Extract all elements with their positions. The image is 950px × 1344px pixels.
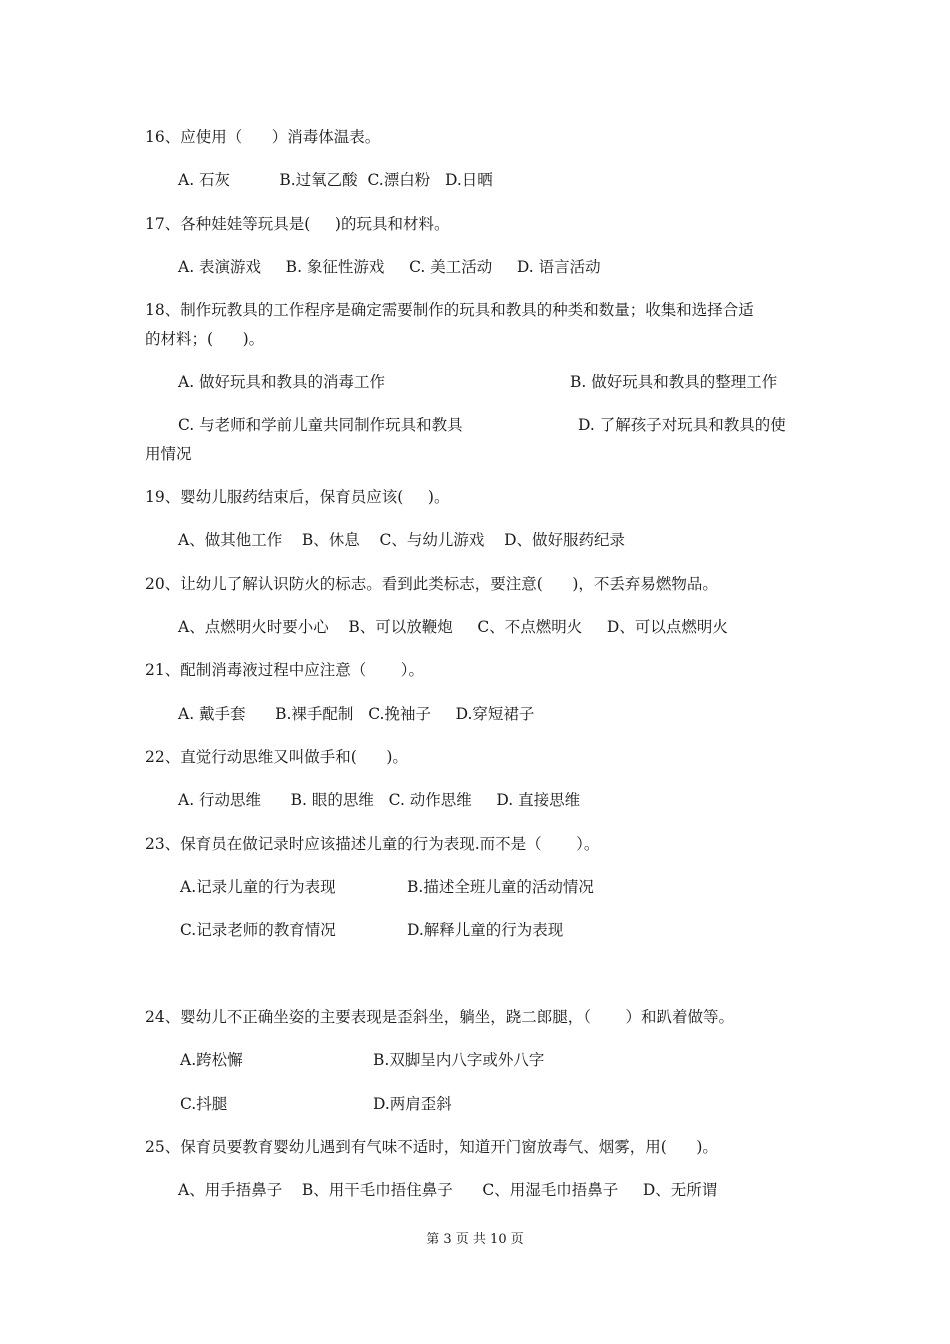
question-18-option-c: C. 与老师和学前儿童共同制作玩具和教具 bbox=[178, 416, 463, 434]
question-18-option-a: A. 做好玩具和教具的消毒工作 bbox=[178, 373, 386, 391]
question-24-option-b: B.双脚呈内八字或外八字 bbox=[373, 1051, 545, 1069]
question-23-option-a: A.记录儿童的行为表现 bbox=[180, 878, 336, 896]
question-24-option-a: A.跨松懈 bbox=[180, 1051, 243, 1069]
question-20-stem: 20、让幼儿了解认识防火的标志。看到此类标志，要注意( )，不丢弃易燃物品。 bbox=[145, 575, 718, 593]
question-18-option-d: D. 了解孩子对玩具和教具的使 bbox=[578, 416, 786, 434]
question-19-stem: 19、婴幼儿服药结束后，保育员应该( )。 bbox=[145, 488, 450, 506]
question-23-option-c: C.记录老师的教育情况 bbox=[180, 921, 336, 939]
question-17-options: A. 表演游戏 B. 象征性游戏 C. 美工活动 D. 语言活动 bbox=[178, 258, 601, 276]
question-18-stem: 18、制作玩教具的工作程序是确定需要制作的玩具和教具的种类和数量；收集和选择合适 bbox=[145, 301, 754, 319]
question-25-options: A、用手捂鼻子 B、用干毛巾捂住鼻子 C、用湿毛巾捂鼻子 D、无所谓 bbox=[178, 1181, 718, 1199]
question-25-stem: 25、保育员要教育婴幼儿遇到有气味不适时，知道开门窗放毒气、烟雾，用( )。 bbox=[145, 1138, 718, 1156]
question-23-option-d: D.解释儿童的行为表现 bbox=[407, 921, 564, 939]
question-24-stem: 24、婴幼儿不正确坐姿的主要表现是歪斜坐，躺坐，跷二郎腿，（ ）和趴着做等。 bbox=[145, 1008, 734, 1026]
question-18-option-d-continued: 用情况 bbox=[145, 445, 192, 463]
question-22-options: A. 行动思维 B. 眼的思维 C. 动作思维 D. 直接思维 bbox=[178, 791, 581, 809]
question-17-stem: 17、各种娃娃等玩具是( )的玩具和材料。 bbox=[145, 215, 450, 233]
question-24-option-c: C.抖腿 bbox=[180, 1095, 228, 1113]
question-18-stem-continued: 的材料；( )。 bbox=[145, 330, 265, 348]
question-16-stem: 16、应使用（ ）消毒体温表。 bbox=[145, 128, 381, 146]
question-24-option-d: D.两肩歪斜 bbox=[373, 1095, 452, 1113]
page-number-footer: 第 3 页 共 10 页 bbox=[426, 1232, 524, 1247]
question-22-stem: 22、直觉行动思维又叫做手和( )。 bbox=[145, 748, 408, 766]
question-18-option-b: B. 做好玩具和教具的整理工作 bbox=[570, 373, 778, 391]
question-21-options: A. 戴手套 B.裸手配制 C.挽袖子 D.穿短裙子 bbox=[178, 705, 535, 723]
question-23-stem: 23、保育员在做记录时应该描述儿童的行为表现.而不是（ ）。 bbox=[145, 835, 600, 853]
question-19-options: A、做其他工作 B、休息 C、与幼儿游戏 D、做好服药纪录 bbox=[178, 531, 625, 549]
question-21-stem: 21、配制消毒液过程中应注意（ ）。 bbox=[145, 661, 424, 679]
question-16-options: A. 石灰 B.过氧乙酸 C.漂白粉 D.日晒 bbox=[178, 171, 493, 189]
question-20-options: A、点燃明火时要小心 B、可以放鞭炮 C、不点燃明火 D、可以点燃明火 bbox=[178, 618, 728, 636]
question-23-option-b: B.描述全班儿童的活动情况 bbox=[407, 878, 594, 896]
